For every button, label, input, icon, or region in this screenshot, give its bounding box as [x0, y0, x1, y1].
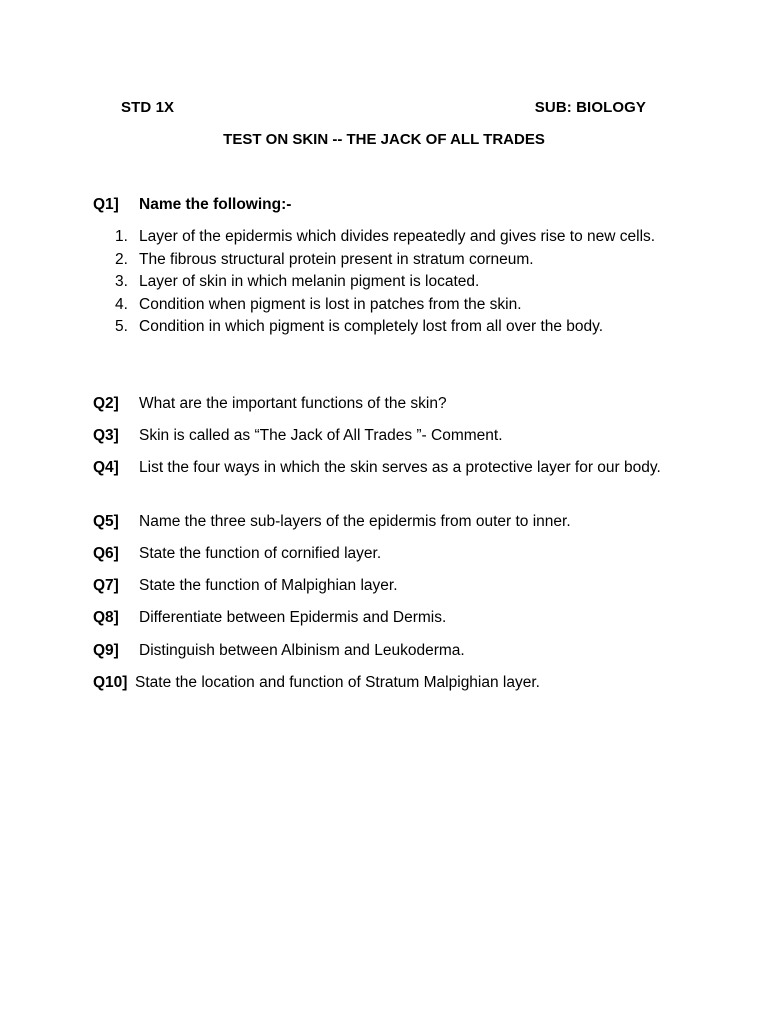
item-text: Layer of the epidermis which divides repeatedly and gives rise to new cells. — [139, 228, 656, 245]
q1-item-list — [115, 226, 679, 339]
question-text: Differentiate between Epidermis and Dermis. — [139, 609, 447, 626]
question-number: Q3] — [93, 427, 119, 444]
subject-label: SUB: BIOLOGY — [534, 99, 646, 116]
question-1 — [93, 194, 673, 216]
question-8 — [93, 607, 673, 629]
question-number: Q9] — [93, 642, 119, 659]
item-number: 5. — [115, 318, 128, 335]
question-5 — [93, 511, 673, 533]
item-text: Condition in which pigment is completely lost from all over the body. — [139, 318, 604, 335]
question-text: Name the following:- — [139, 196, 292, 213]
question-6 — [93, 543, 673, 565]
list-item — [115, 249, 679, 272]
question-number: Q2] — [93, 395, 119, 412]
item-number: 4. — [115, 295, 128, 313]
item-number: 3. — [115, 273, 128, 290]
question-text: What are the important functions of the skin? — [139, 395, 447, 412]
question-number: Q8] — [93, 609, 119, 626]
question-text: Distinguish between Albinism and Leukoderma. — [139, 642, 465, 659]
question-number: Q10] — [93, 674, 128, 691]
list-item — [115, 316, 679, 339]
question-number: Q1] — [93, 196, 119, 213]
question-number: Q5] — [93, 513, 119, 530]
question-text: State the location and function of Stratum Malpighian layer. — [135, 674, 540, 691]
question-text: Name the three sub-layers of the epidermis from outer to inner. — [139, 513, 571, 530]
question-text: State the function of Malpighian layer. — [139, 577, 398, 594]
item-text: Condition when pigment is lost in patches from the skin. — [139, 295, 522, 313]
class-label: STD 1X — [121, 99, 175, 116]
question-4 — [93, 457, 673, 479]
item-text: The fibrous structural protein present in stratum corneum. — [139, 250, 534, 268]
question-3 — [93, 425, 673, 447]
question-text: Skin is called as “The Jack of All Trades ”- Comment. — [139, 427, 503, 444]
question-text: List the four ways in which the skin serves as a protective layer for our body. — [139, 459, 661, 476]
question-2 — [93, 393, 673, 415]
question-7 — [93, 575, 673, 597]
item-number: 2. — [115, 250, 128, 268]
question-number: Q6] — [93, 545, 119, 562]
item-text: Layer of skin in which melanin pigment is located. — [139, 273, 480, 290]
item-number: 1. — [115, 228, 128, 245]
question-10 — [93, 672, 673, 694]
list-item — [115, 226, 679, 249]
question-number: Q4] — [93, 459, 119, 476]
question-number: Q7] — [93, 577, 119, 594]
question-9 — [93, 640, 673, 662]
test-title: TEST ON SKIN -- THE JACK OF ALL TRADES — [223, 131, 545, 148]
list-item — [115, 294, 679, 317]
question-text: State the function of cornified layer. — [139, 545, 382, 562]
list-item — [115, 271, 679, 294]
